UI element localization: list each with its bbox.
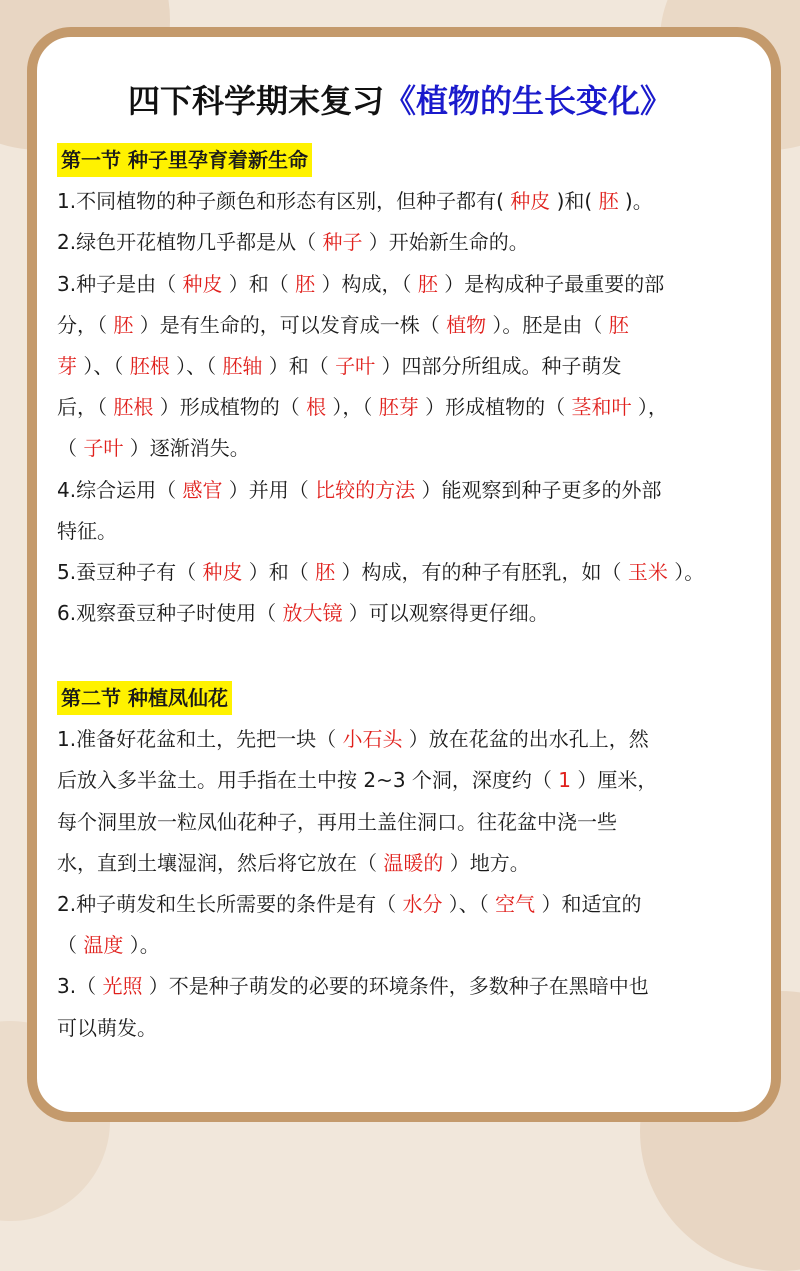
line-text: （: [57, 436, 84, 461]
text-line: [57, 925, 757, 966]
line-text: ）厘米，: [571, 768, 658, 793]
section-1-heading: 第一节 种子里孕育着新生命: [57, 143, 312, 177]
answer-text: 胚: [608, 312, 629, 337]
line-text: ）形成植物的（: [153, 395, 307, 420]
line-text: 水，直到土壤湿润，然后将它放在（: [57, 850, 384, 875]
line-text: 分，（: [57, 312, 114, 337]
text-line: [57, 511, 757, 552]
answer-text: 种皮: [510, 189, 551, 214]
line-text: ）构成，（: [315, 271, 418, 296]
line-text: ）地方。: [443, 850, 530, 875]
answer-text: 温暖的: [383, 850, 444, 875]
answer-text: 胚根: [129, 354, 170, 379]
text-line: [57, 552, 757, 593]
text-line: [57, 1008, 757, 1049]
answer-text: 种皮: [202, 560, 243, 585]
text-line: [57, 843, 757, 884]
section-2-heading: 第二节 种植凤仙花: [57, 681, 232, 715]
line-text: ）和（: [242, 560, 316, 585]
line-text: ）。胚是由（: [486, 312, 609, 337]
section-1-lines: [57, 181, 757, 634]
line-text: 可以萌发。: [57, 1015, 157, 1040]
line-text: ）可以观察得更仔细。: [342, 601, 549, 626]
answer-text: 根: [306, 395, 327, 420]
text-line: [57, 387, 757, 428]
answer-text: 温度: [83, 933, 124, 958]
text-line: [57, 760, 757, 801]
line-text: ）是有生命的，可以发育成一株（: [133, 312, 447, 337]
answer-text: 放大镜: [282, 601, 343, 626]
line-text: ）四部分所组成。种子萌发: [375, 354, 622, 379]
text-line: [57, 222, 757, 263]
line-text: 每个洞里放一粒凤仙花种子，再用土盖住洞口。往花盆中浇一些: [57, 809, 617, 834]
line-text: ）、（: [442, 892, 496, 917]
line-text: ）并用（: [222, 477, 316, 502]
line-text: ）和（: [222, 271, 296, 296]
answer-text: 小石头: [342, 727, 403, 752]
line-text: ）和（: [262, 354, 336, 379]
page-title: [0, 76, 800, 122]
answer-text: 胚: [417, 271, 438, 296]
line-text: ）。: [667, 560, 705, 585]
text-line: [57, 802, 757, 843]
answer-text: 胚芽: [378, 395, 419, 420]
line-text: ）不是种子萌发的必要的环境条件，多数种子在黑暗中也: [142, 974, 649, 999]
line-text: ）。: [123, 933, 160, 958]
line-text: 后放入多半盆土。用手指在土中按 2~3 个洞，深度约（: [57, 768, 559, 793]
section-2: [57, 678, 757, 1049]
line-text: ），: [631, 395, 668, 420]
answer-text: 子叶: [83, 436, 124, 461]
line-text: ）构成，有的种子有胚乳，如（: [335, 560, 628, 585]
answer-text: 胚: [315, 560, 336, 585]
answer-text: 胚根: [113, 395, 154, 420]
line-text: ）开始新生命的。: [362, 230, 529, 255]
text-line: [57, 428, 757, 469]
answer-text: 胚: [598, 189, 619, 214]
line-text: 5.蚕豆种子有（: [57, 560, 203, 585]
line-text: ）和适宜的: [535, 892, 642, 917]
title-subtitle: 《植物的生长变化》: [384, 82, 673, 120]
answer-text: 种子: [322, 230, 363, 255]
line-text: 3.种子是由（: [57, 271, 183, 296]
answer-text: 玉米: [627, 560, 668, 585]
line-text: 4.综合运用（: [57, 477, 183, 502]
answer-text: 1: [558, 768, 572, 793]
answer-text: 感官: [182, 477, 223, 502]
line-text: ）能观察到种子更多的外部: [415, 477, 662, 502]
line-text: ）、（: [77, 354, 130, 379]
text-line: [57, 470, 757, 511]
answer-text: 光照: [102, 974, 143, 999]
text-line: [57, 719, 757, 760]
line-text: 3.（: [57, 974, 103, 999]
line-text: ）、（: [169, 354, 223, 379]
line-text: ）是构成种子最重要的部: [437, 271, 665, 296]
line-text: ），（: [326, 395, 379, 420]
text-line: [57, 346, 757, 387]
line-text: ）逐渐消失。: [123, 436, 250, 461]
line-text: )和(: [550, 189, 599, 214]
answer-text: 胚: [113, 312, 134, 337]
answer-text: 子叶: [335, 354, 376, 379]
section-1: [57, 140, 757, 634]
line-text: 2.绿色开花植物几乎都是从（: [57, 230, 323, 255]
text-line: [57, 884, 757, 925]
line-text: 1.不同植物的种子颜色和形态有区别，但种子都有(: [57, 189, 511, 214]
text-line: [57, 966, 757, 1007]
answer-text: 茎和叶: [571, 395, 632, 420]
answer-text: 胚轴: [222, 354, 263, 379]
line-text: 特征。: [57, 518, 117, 543]
line-text: ）放在花盆的出水孔上，然: [402, 727, 649, 752]
line-text: 后，（: [57, 395, 114, 420]
text-line: [57, 305, 757, 346]
line-text: 2.种子萌发和生长所需要的条件是有（: [57, 892, 403, 917]
text-line: [57, 181, 757, 222]
answer-text: 植物: [446, 312, 487, 337]
answer-text: 胚: [295, 271, 316, 296]
answer-text: 水分: [402, 892, 443, 917]
text-line: [57, 593, 757, 634]
line-text: 1.准备好花盆和土，先把一块（: [57, 727, 343, 752]
answer-text: 种皮: [182, 271, 223, 296]
line-text: （: [57, 933, 84, 958]
line-text: )。: [618, 189, 653, 214]
line-text: 6.观察蚕豆种子时使用（: [57, 601, 283, 626]
title-main: 四下科学期末复习: [127, 82, 384, 120]
answer-text: 空气: [495, 892, 536, 917]
text-line: [57, 264, 757, 305]
answer-text: 比较的方法: [315, 477, 416, 502]
line-text: ）形成植物的（: [418, 395, 572, 420]
answer-text: 芽: [57, 354, 77, 379]
section-2-lines: [57, 719, 757, 1049]
